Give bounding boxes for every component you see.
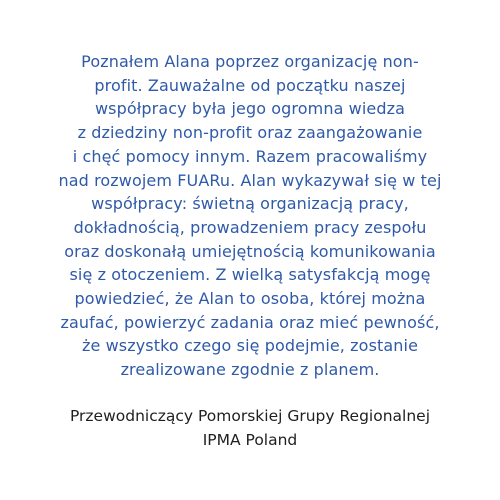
quote-line: oraz doskonałą umiejętnością komunikowania: [64, 241, 436, 261]
testimonial-signature: [20, 405, 480, 452]
quote-line: zaufać, powierzyć zadania oraz mieć pewność,: [60, 312, 440, 332]
quote-line: współpracy była jego ogromna wiedza: [95, 99, 405, 119]
quote-line: profit. Zauważalne od początku naszej: [94, 75, 406, 95]
quote-line: się z otoczeniem. Z wielką satysfakcją mogę: [69, 265, 431, 285]
quote-line: i chęć pomocy innym. Razem pracowaliśmy: [72, 146, 428, 166]
signature-organization: IPMA Poland: [202, 430, 298, 449]
quote-line: nad rozwojem FUARu. Alan wykazywał się w tej: [58, 170, 442, 190]
signature-role: Przewodniczący Pomorskiej Grupy Regionalnej: [69, 407, 431, 425]
quote-line: powiedzieć, że Alan to osoba, której można: [74, 289, 426, 309]
quote-line: Poznałem Alana poprzez organizację non-: [81, 52, 419, 71]
quote-line: współpracy: świetną organizacją pracy,: [91, 194, 409, 214]
quote-line: z dziedziny non-profit oraz zaangażowanie: [77, 123, 423, 143]
quote-line: dokładnością, prowadzeniem pracy zespołu: [73, 217, 427, 237]
quote-line: zrealizowane zgodnie z planem.: [120, 360, 380, 380]
quote-line: że wszystko czego się podejmie, zostanie: [81, 336, 419, 356]
testimonial-quote: [36, 50, 464, 382]
